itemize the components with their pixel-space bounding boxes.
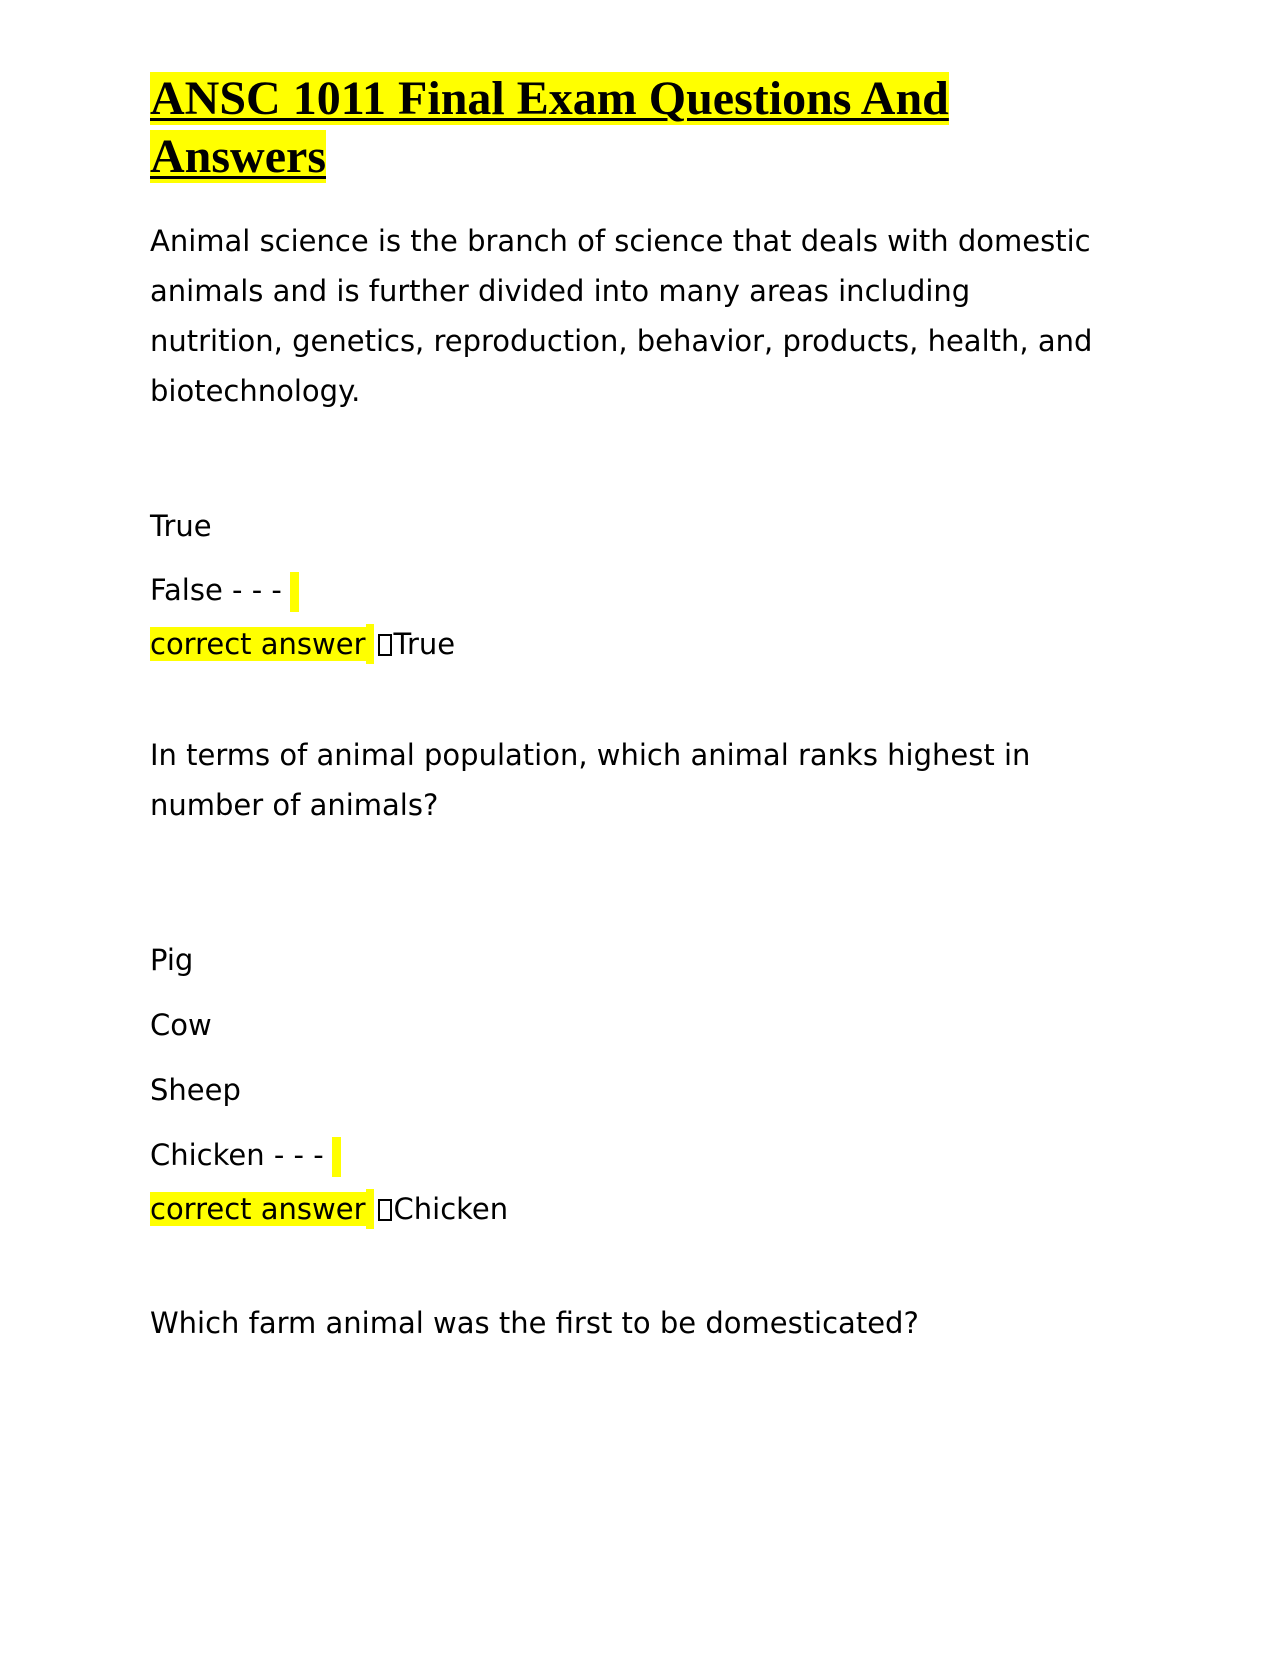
q3-question: Which farm animal was the first to be domesticated? bbox=[150, 1306, 919, 1340]
checkbox-glyph-icon bbox=[378, 1199, 392, 1221]
answer-value: True bbox=[393, 627, 456, 661]
q1-option-true: True bbox=[150, 509, 212, 543]
highlight-marker bbox=[332, 1137, 341, 1177]
checkbox-glyph-icon bbox=[378, 634, 392, 656]
q1-answer-row bbox=[150, 624, 455, 664]
q2-question-row bbox=[150, 730, 1050, 830]
q2-option-pig: Pig bbox=[150, 943, 194, 977]
document-page bbox=[150, 70, 1110, 1340]
q1-option-false: False - - - bbox=[150, 573, 282, 607]
answer-label: correct answer bbox=[150, 1192, 366, 1226]
page-title: ANSC 1011 Final Exam Questions And Answers bbox=[150, 72, 949, 183]
q2-question: In terms of animal population, which animal ranks highest in number of animals? bbox=[150, 738, 1031, 822]
answer-label: correct answer bbox=[150, 627, 366, 661]
q2-option-cow: Cow bbox=[150, 1008, 212, 1042]
q2-option-sheep: Sheep bbox=[150, 1073, 241, 1107]
intro-paragraph: Animal science is the branch of science that deals with domestic animals and is further divided into many areas including nutrition, genetics, reproduction, behavior, products, health, and biotechnology. bbox=[150, 224, 1093, 408]
q1-option-false-row bbox=[150, 570, 299, 612]
q2-answer-row bbox=[150, 1189, 508, 1229]
highlight-marker bbox=[290, 572, 299, 612]
answer-value: Chicken bbox=[393, 1192, 509, 1226]
q2-option-chicken: Chicken - - - bbox=[150, 1138, 324, 1172]
q1-block bbox=[150, 506, 212, 546]
q2-option-chicken-row bbox=[150, 1135, 341, 1177]
